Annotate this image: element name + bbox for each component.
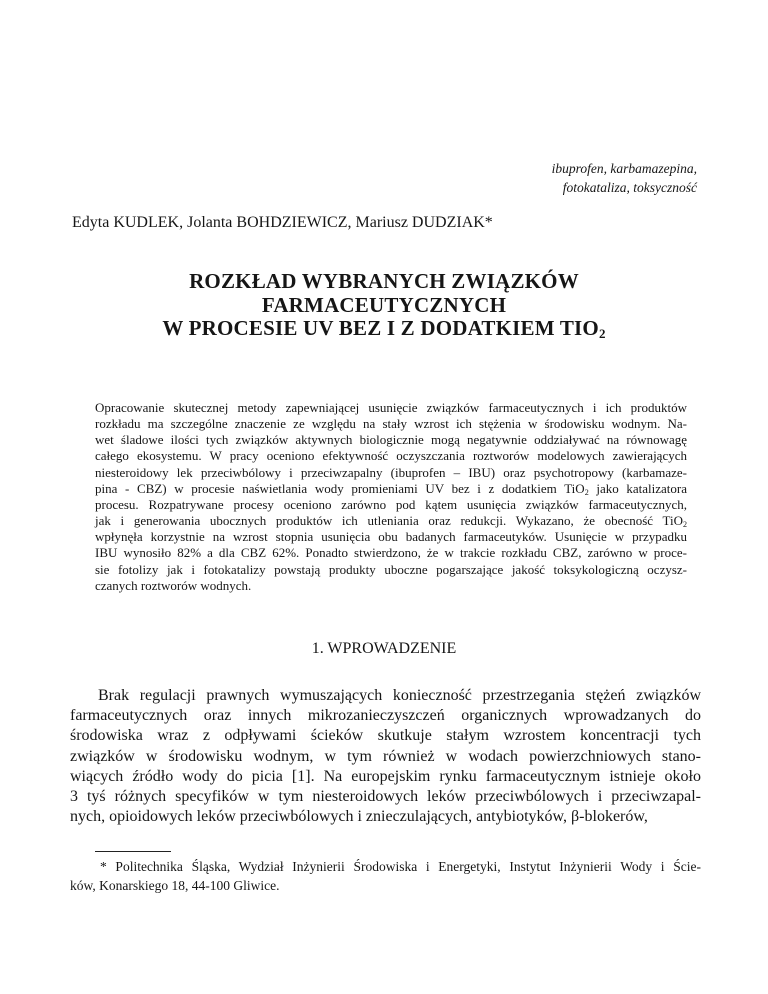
section-heading: 1. WPROWADZENIE: [311, 640, 457, 657]
title-line-2: FARMACEUTYCZNYCH: [261, 292, 507, 317]
abstract-line: niesteroidowy lek przeciwbólowy i przeciwzapalny (ibuprofen – IBU) oraz psychotropowy (karbamaze-: [95, 464, 687, 480]
abstract-line: czanych roztworów wodnych.: [95, 577, 252, 593]
abstract-line: IBU wynosiło 82% a dla CBZ 62%. Ponadto stwierdzono, że w trakcie rozkładu CBZ, zarówno w proce-: [95, 545, 687, 561]
abstract-line: jak i generowania ubocznych produktów ich utleniania oraz redukcji. Wykazano, że obecność TiO2: [95, 513, 687, 530]
subscript-2: 2: [584, 487, 589, 497]
subscript-2: 2: [598, 326, 606, 342]
body-paragraph: [70, 686, 701, 827]
authors-line: Edyta KUDLEK, Jolanta BOHDZIEWICZ, Mariusz DUDZIAK*: [72, 214, 493, 231]
abstract-line: wet śladowe ilości tych związków aktywnych biologicznie mogą negatywnie oddziaływać na równowagę: [95, 432, 687, 448]
footnote: [70, 858, 701, 895]
keyword-line: fotokataliza, toksyczność: [562, 179, 697, 195]
abstract-line: pina - CBZ) w procesie naświetlania wody promieniami UV bez i z dodatkiem TiO2 jako katalizatora: [95, 480, 688, 497]
footnote-divider: [95, 851, 171, 852]
subscript-2: 2: [682, 520, 687, 530]
body-line: środowiska wraz z odpływami ścieków skutkuje stałym wzrostem koncentracji tych: [70, 727, 701, 745]
title-line-1: ROZKŁAD WYBRANYCH ZWIĄZKÓW: [189, 269, 579, 293]
abstract-line: sie fotolizy jak i fotokatalizy powstają produkty uboczne pogarszające jakość toksykologiczną oczysz-: [95, 561, 687, 577]
body-line: Brak regulacji prawnych wymuszających konieczność przestrzegania stężeń związków: [98, 687, 701, 704]
keyword-line: ibuprofen, karbamazepina,: [551, 161, 697, 176]
body-line: nych, opioidowych leków przeciwbólowych i znieczulających, antybiotyków, β-blokerów,: [70, 808, 648, 826]
abstract-line: wpłynęła korzystnie na wzrost stopnia usunięcia obu badanych farmaceutyków. Usunięcie w przypadku: [95, 529, 687, 545]
body-line: wiących źródło wody do picia [1]. Na europejskim rynku farmaceutycznym istnieje około: [70, 767, 701, 785]
abstract: [95, 400, 687, 594]
abstract-line: procesu. Rozpatrywane procesy oceniono zarówno pod kątem usunięcia związków farmaceutycznych,: [95, 496, 687, 512]
footnote-line: ków, Konarskiego 18, 44-100 Gliwice.: [70, 877, 280, 893]
footnote-line: * Politechnika Śląska, Wydział Inżynierii Środowiska i Energetyki, Instytut Inżynierii Wody i Ście-: [100, 859, 701, 874]
abstract-line: Opracowanie skutecznej metody zapewniającej usunięcie związków farmaceutycznych i ich produktów: [95, 400, 687, 415]
title-line-3: W PROCESIE UV BEZ I Z DODATKIEM TIO2: [162, 316, 606, 342]
body-line: farmaceutycznych oraz innych mikrozanieczyszczeń organicznych wprowadzanych do: [70, 707, 701, 725]
body-line: 3 tyś różnych specyfików w tym niesteroidowych leków przeciwbólowych i przeciwzapal-: [70, 788, 701, 806]
body-line: związków w środowisku wodnym, w tym również w wodach powierzchniowych stano-: [70, 747, 701, 765]
abstract-line: rozkładu ma szczególne znaczenie ze względu na stały wzrost ich stężenia w środowisku wodnym. Na-: [95, 416, 687, 432]
keywords-block: [437, 160, 697, 197]
paper-title: [0, 270, 768, 341]
abstract-line: całego ekosystemu. W pracy oceniono efektywność oczyszczania roztworów modelowych zawierających: [95, 448, 687, 464]
